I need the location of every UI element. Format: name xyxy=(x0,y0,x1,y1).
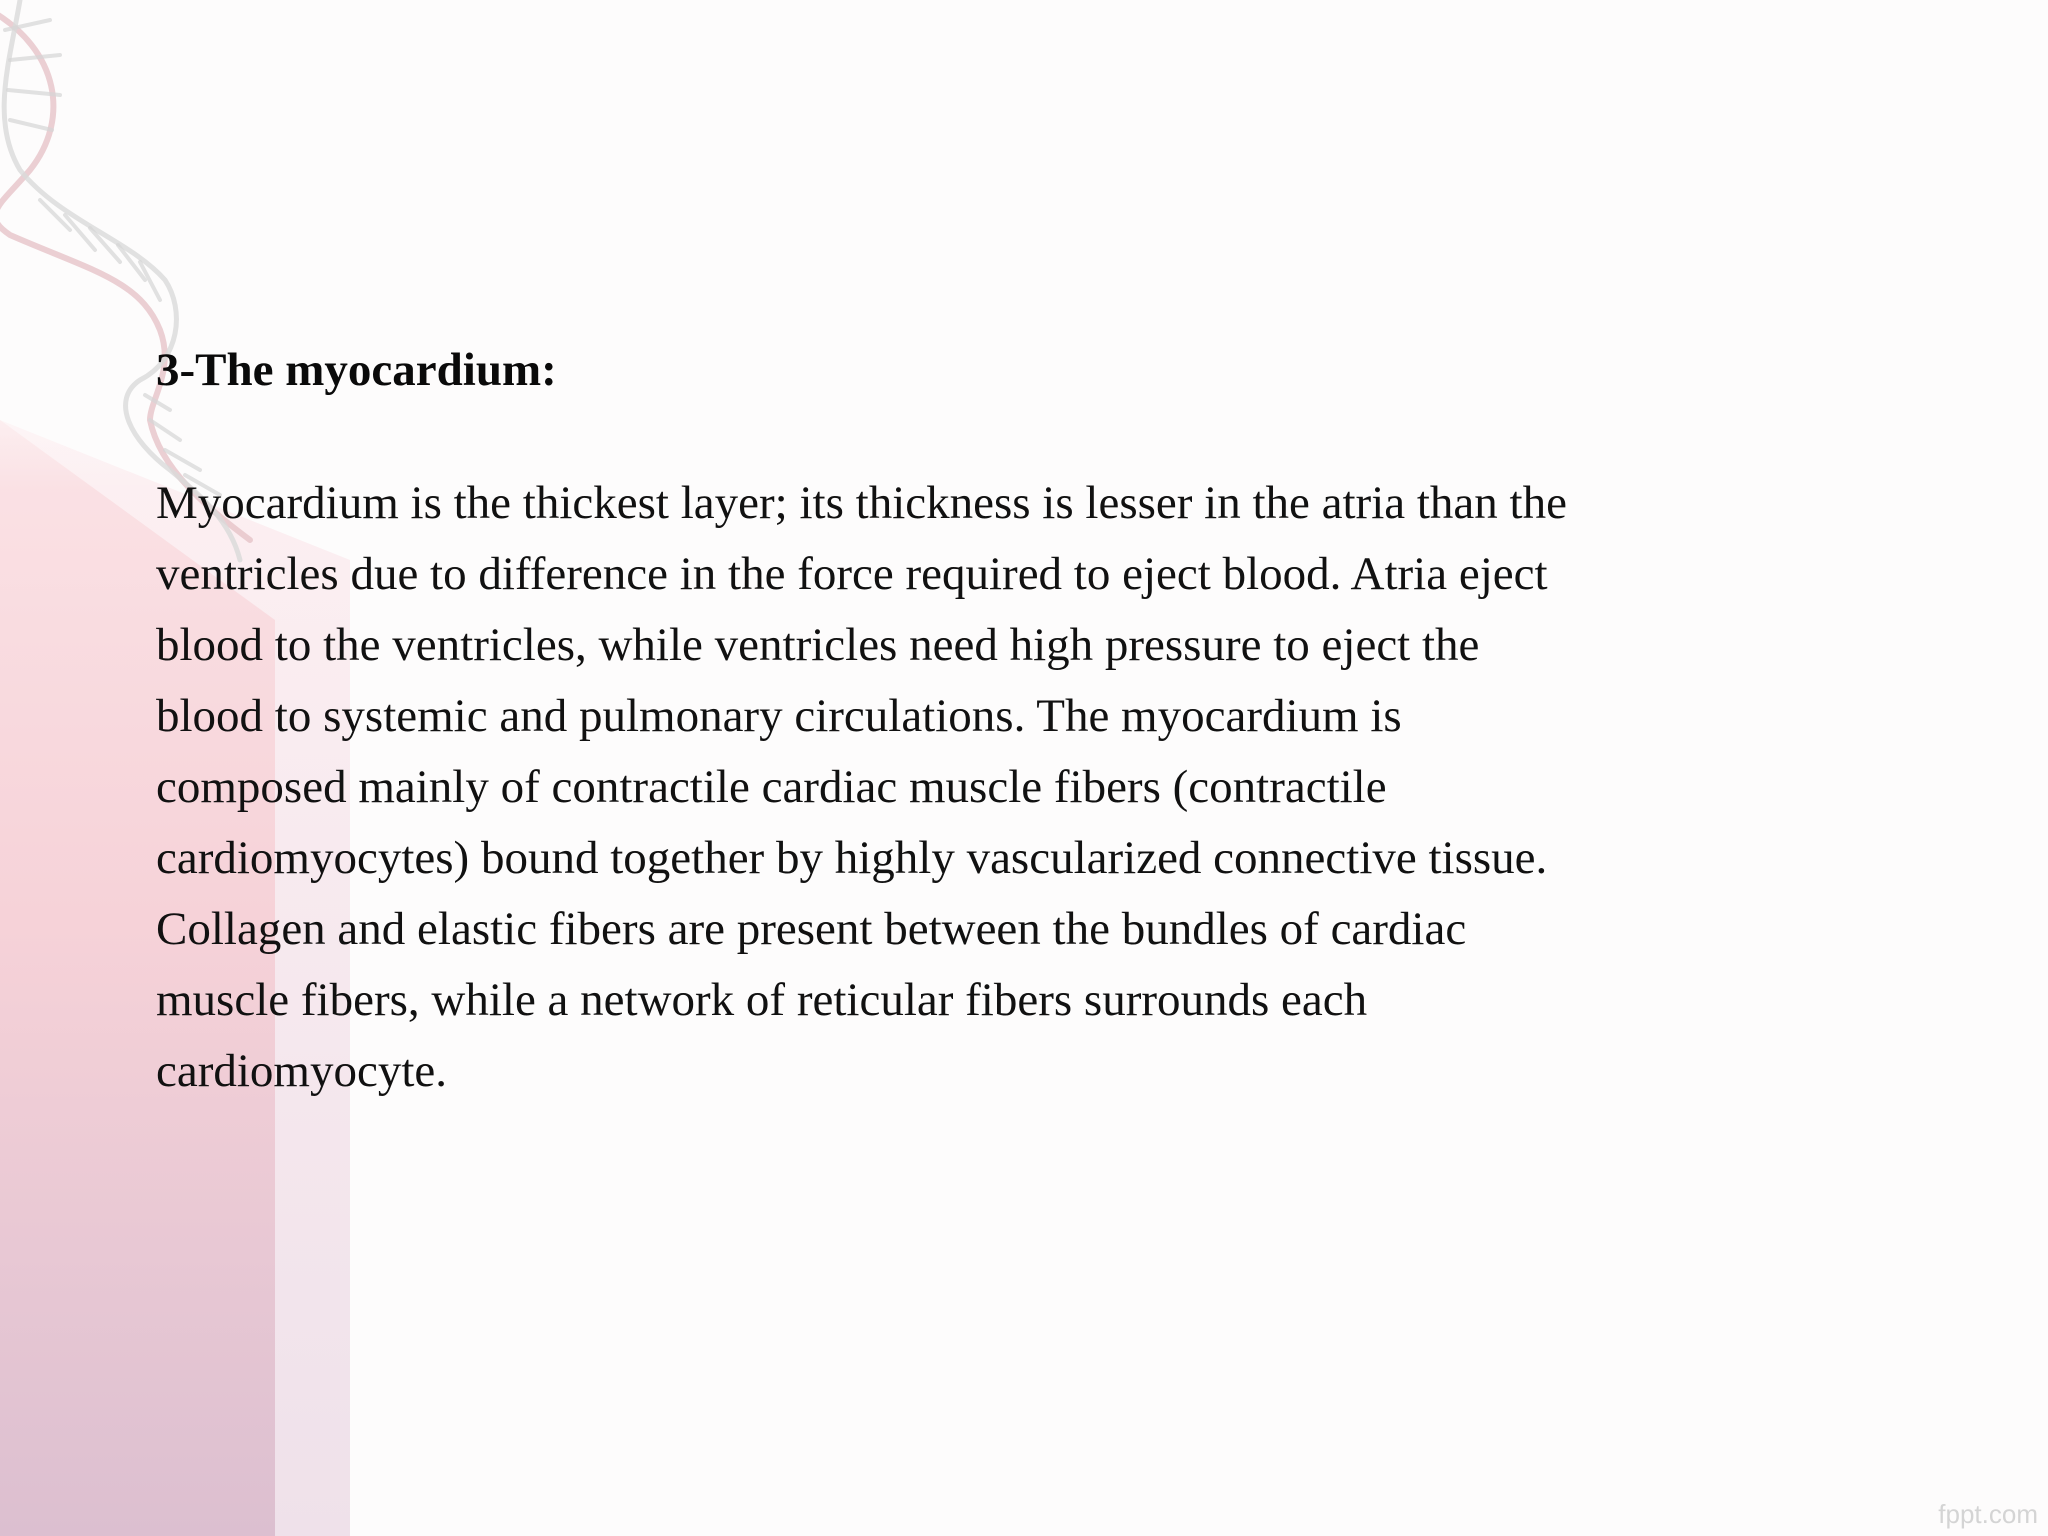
body-line: cardiomyocytes) bound together by highly vascularized connective tissue. xyxy=(156,832,1548,884)
body-line: muscle fibers, while a network of reticular fibers surrounds each xyxy=(156,974,1368,1026)
body-line: cardiomyocyte. xyxy=(156,1045,448,1097)
body-line: Myocardium is the thickest layer; its thickness is lesser in the atria than the xyxy=(156,477,1567,529)
body-paragraph xyxy=(156,468,1756,1107)
slide-heading: 3-The myocardium: xyxy=(156,344,557,396)
body-line: blood to systemic and pulmonary circulations. The myocardium is xyxy=(156,690,1402,742)
body-line: ventricles due to difference in the force required to eject blood. Atria eject xyxy=(156,548,1548,600)
watermark: fppt.com xyxy=(1938,1499,2038,1529)
body-line: Collagen and elastic fibers are present between the bundles of cardiac xyxy=(156,903,1467,955)
slide-content xyxy=(156,340,1756,1107)
body-line: blood to the ventricles, while ventricles need high pressure to eject the xyxy=(156,619,1480,671)
body-line: composed mainly of contractile cardiac muscle fibers (contractile xyxy=(156,761,1387,813)
